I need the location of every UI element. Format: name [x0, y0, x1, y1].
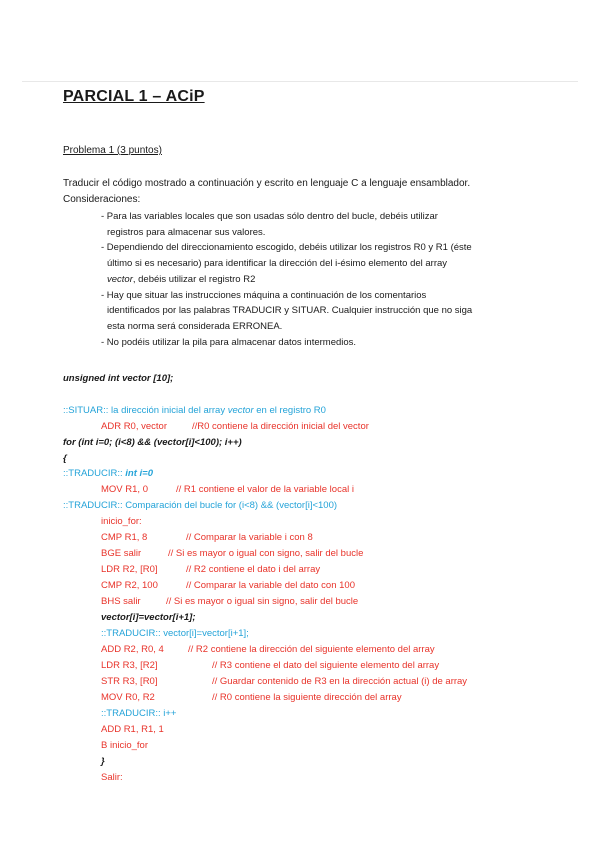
code-brace-open: { — [63, 453, 67, 464]
consideration-2a: - Dependiendo del direccionamiento escogido, debéis utilizar los registros R0 y R1 (éste — [101, 242, 472, 254]
code-cmp1-comment: // Comparar la variable i con 8 — [186, 532, 313, 543]
code-traducir-3: ::TRADUCIR:: vector[i]=vector[i+1]; — [101, 628, 249, 639]
code-cmp2-comment: // Comparar la variable del dato con 100 — [186, 580, 355, 591]
consideration-1a: - Para las variables locales que son usadas sólo dentro del bucle, debéis utilizar — [101, 211, 438, 222]
code-salir-label: Salir: — [101, 772, 123, 783]
situar-part-a: ::SITUAR:: la dirección inicial del array — [63, 405, 228, 416]
code-cmp2-instr: CMP R2, 100 — [101, 580, 158, 591]
traducir-1-prefix: ::TRADUCIR:: — [63, 468, 126, 479]
situar-part-b: vector — [227, 405, 254, 416]
code-add1-instr: ADD R2, R0, 4 — [101, 644, 164, 655]
considerations-list — [101, 209, 472, 350]
intro-text — [63, 176, 470, 208]
page-title: PARCIAL 1 – ACiP — [63, 88, 205, 105]
consideration-3b: identificados por las palabras TRADUCIR y SITUAR. Cualquier instrucción que no siga — [107, 305, 473, 317]
intro-line-2: Consideraciones: — [63, 194, 141, 205]
code-traducir-2: ::TRADUCIR:: Comparación del bucle for (i<8) && (vector[i]<100) — [63, 500, 338, 511]
code-traducir-4: ::TRADUCIR:: i++ — [101, 708, 177, 719]
consideration-3c: esta norma será considerada ERRONEA. — [107, 320, 283, 332]
code-bhs-comment: // Si es mayor o igual sin signo, salir del bucle — [166, 596, 359, 607]
code-bge-instr: BGE salir — [101, 548, 142, 559]
code-b-instr: B inicio_for — [101, 740, 148, 751]
code-add2-instr: ADD R1, R1, 1 — [101, 724, 164, 735]
code-for-line: for (int i=0; (i<8) && (vector[i]<100); i++) — [63, 437, 242, 448]
code-str-instr: STR R3, [R0] — [101, 676, 158, 687]
vector-italic: vector — [107, 273, 133, 285]
code-bhs-instr: BHS salir — [101, 596, 141, 607]
consideration-4: - No podéis utilizar la pila para almacenar datos intermedios. — [101, 336, 357, 348]
problem-heading: Problema 1 (3 puntos) — [63, 145, 162, 156]
code-add1-comment: // R2 contiene la dirección del siguiente elemento del array — [188, 644, 435, 655]
code-brace-close: } — [101, 756, 105, 767]
traducir-1-expr: int i=0 — [125, 468, 153, 479]
code-mov2-instr: MOV R0, R2 — [101, 692, 155, 703]
code-declaration: unsigned int vector [10]; — [63, 373, 174, 384]
situar-part-c: en el registro R0 — [253, 405, 326, 416]
consideration-2c-rest: , debéis utilizar el registro R2 — [132, 273, 256, 285]
code-ldr1-comment: // R2 contiene el dato i del array — [186, 564, 321, 575]
consideration-1b: registros para almacenar sus valores. — [107, 226, 266, 238]
code-situar-comment — [63, 403, 326, 419]
consideration-3a: - Hay que situar las instrucciones máquina a continuación de los comentarios — [101, 289, 427, 301]
code-mov2-comment: // R0 contiene la siguiente dirección del array — [212, 692, 402, 703]
code-adr-comment: //R0 contiene la dirección inicial del vector — [192, 421, 369, 432]
page-top-rule — [22, 81, 578, 82]
consideration-2c — [101, 272, 472, 288]
code-label-inicio: inicio_for: — [101, 516, 142, 527]
code-traducir-1 — [63, 466, 153, 482]
code-ldr2-instr: LDR R3, [R2] — [101, 660, 158, 671]
code-mov-instr: MOV R1, 0 — [101, 484, 148, 495]
code-adr-instr: ADR R0, vector — [101, 421, 167, 432]
code-assign-line: vector[i]=vector[i+1]; — [101, 612, 196, 623]
code-ldr2-comment: // R3 contiene el dato del siguiente elemento del array — [212, 660, 440, 671]
code-cmp1-instr: CMP R1, 8 — [101, 532, 148, 543]
code-mov-comment: // R1 contiene el valor de la variable local i — [176, 484, 354, 495]
code-str-comment: // Guardar contenido de R3 en la dirección actual (i) de array — [212, 676, 468, 687]
code-bge-comment: // Si es mayor o igual con signo, salir del bucle — [168, 548, 364, 559]
consideration-2b: último si es necesario) para identificar la dirección del i-ésimo elemento del array — [107, 258, 448, 270]
intro-line-1: Traducir el código mostrado a continuación y escrito en lenguaje C a lenguaje ensamblador. — [63, 178, 471, 189]
code-ldr1-instr: LDR R2, [R0] — [101, 564, 158, 575]
